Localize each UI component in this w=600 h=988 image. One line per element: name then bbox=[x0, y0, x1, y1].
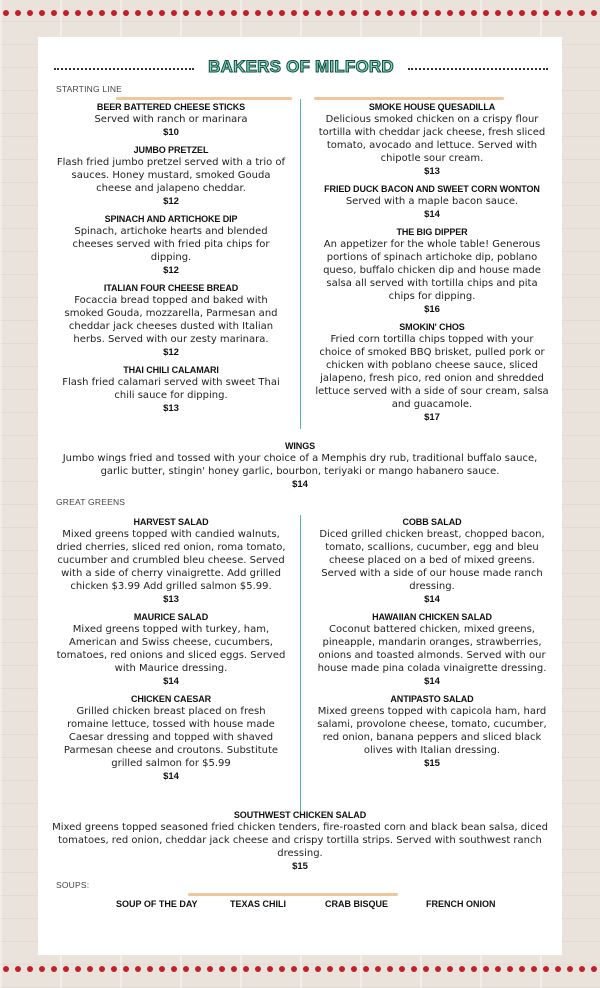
item-description: Flash fried jumbo pretzel served with a trio of sauces. Honey mustard, smoked Gouda cheese and jalapeno cheddar. bbox=[56, 157, 286, 194]
border-dot bbox=[471, 966, 477, 972]
header-dotted-rule-left bbox=[54, 68, 194, 70]
section-label-soups: SOUPS: bbox=[56, 880, 90, 890]
border-dot bbox=[567, 10, 573, 16]
item-description: Focaccia bread topped and baked with smoked Gouda, mozzarella, Parmesan and cheddar jack cheeses dusted with Italian herbs. Served with our zesty marinara. bbox=[64, 295, 278, 345]
border-dot bbox=[315, 10, 321, 16]
border-dot bbox=[411, 966, 417, 972]
brush-stroke bbox=[116, 97, 292, 100]
border-dot bbox=[291, 10, 297, 16]
border-dot bbox=[543, 966, 549, 972]
border-dot bbox=[39, 966, 45, 972]
menu-item bbox=[314, 101, 550, 178]
item-price: $13 bbox=[163, 594, 179, 605]
border-dot bbox=[99, 966, 105, 972]
border-dot bbox=[207, 10, 213, 16]
border-dot bbox=[435, 10, 441, 16]
menu-item bbox=[314, 611, 550, 688]
item-price: $12 bbox=[163, 265, 179, 276]
border-dot bbox=[87, 966, 93, 972]
border-dot bbox=[423, 10, 429, 16]
border-dot bbox=[255, 966, 261, 972]
border-dot bbox=[543, 10, 549, 16]
border-dot bbox=[27, 10, 33, 16]
border-dot bbox=[147, 10, 153, 16]
starters-left-column bbox=[56, 101, 286, 420]
item-name: CHICKEN CAESAR bbox=[130, 694, 212, 704]
item-price: $12 bbox=[163, 347, 179, 358]
item-name: SPINACH AND ARTICHOKE DIP bbox=[104, 214, 238, 224]
column-divider bbox=[300, 515, 301, 815]
item-description: An appetizer for the whole table! Generous portions of spinach artichoke dip, poblano queso, buffalo chicken dip and house made salsa all served with tortilla chips and pita chips for dipping. bbox=[323, 239, 541, 302]
border-dot bbox=[195, 10, 201, 16]
border-dot bbox=[123, 10, 129, 16]
greens-right-column bbox=[314, 516, 550, 775]
border-dot bbox=[591, 966, 597, 972]
item-name: SMOKE HOUSE QUESADILLA bbox=[368, 102, 496, 112]
item-description: Jumbo wings fried and tossed with your choice of a Memphis dry rub, traditional buffalo sauce, garlic butter, stingin' honey garlic, bourbon, teriyaki or mango habanero sauce. bbox=[62, 453, 538, 477]
border-dot bbox=[39, 10, 45, 16]
border-dot bbox=[423, 966, 429, 972]
border-dot bbox=[63, 10, 69, 16]
border-dot bbox=[219, 966, 225, 972]
border-dot bbox=[531, 966, 537, 972]
header-dotted-rule-right bbox=[408, 68, 548, 70]
border-dot bbox=[411, 10, 417, 16]
greens-left-column bbox=[56, 516, 286, 788]
border-dot bbox=[339, 966, 345, 972]
border-dot bbox=[63, 966, 69, 972]
border-dot bbox=[567, 966, 573, 972]
item-name: MAURICE SALAD bbox=[133, 612, 209, 622]
item-description: Fried corn tortilla chips topped with your choice of smoked BBQ brisket, pulled pork or chicken with poblano cheese sauce, sliced jalapeno, fresh pico, red onion and shredded lettuce served with a side of sour cream, salsa and guacamole. bbox=[315, 334, 549, 410]
border-dot bbox=[399, 966, 405, 972]
border-dot bbox=[387, 10, 393, 16]
item-price: $16 bbox=[424, 304, 440, 315]
border-dot bbox=[279, 10, 285, 16]
border-dot bbox=[507, 10, 513, 16]
item-description: Mixed greens topped with turkey, ham, American and Swiss cheese, cucumbers, tomatoes, red onions and sliced eggs. Served with Maurice dressing. bbox=[56, 624, 286, 674]
border-dot bbox=[387, 966, 393, 972]
item-price: $14 bbox=[163, 676, 179, 687]
border-dot bbox=[267, 966, 273, 972]
menu-item bbox=[56, 693, 286, 783]
border-dot bbox=[207, 966, 213, 972]
item-description: Diced grilled chicken breast, chopped bacon, tomato, scallions, cucumber, egg and bleu cheese placed on a bed of mixed greens. Served with a side of our house made ranch dressing. bbox=[319, 529, 545, 592]
border-dot bbox=[591, 10, 597, 16]
menu-card bbox=[38, 37, 562, 955]
border-dot bbox=[159, 10, 165, 16]
soup-item: FRENCH ONION bbox=[426, 899, 496, 909]
border-dot bbox=[531, 10, 537, 16]
border-dot bbox=[15, 10, 21, 16]
border-dot bbox=[111, 10, 117, 16]
border-dot bbox=[351, 966, 357, 972]
border-dot bbox=[75, 10, 81, 16]
border-dot bbox=[195, 966, 201, 972]
border-dot bbox=[327, 966, 333, 972]
border-dot bbox=[339, 10, 345, 16]
menu-item bbox=[56, 364, 286, 415]
border-dot bbox=[363, 10, 369, 16]
border-dot bbox=[375, 966, 381, 972]
item-description: Mixed greens topped with candied walnuts, dried cherries, sliced red onion, roma tomato, cucumber and crumbled bleu cheese. Served with a side of cherry vinaigrette. Add grilled chicken $3.99 Add grilled salmon $5.99. bbox=[56, 529, 286, 592]
item-name: SMOKIN' CHOS bbox=[399, 322, 465, 332]
border-dot bbox=[255, 10, 261, 16]
border-dot bbox=[3, 10, 9, 16]
wings-item bbox=[52, 440, 548, 491]
border-dot bbox=[171, 10, 177, 16]
soup-item: CRAB BISQUE bbox=[325, 899, 389, 909]
border-dot bbox=[459, 10, 465, 16]
item-price: $14 bbox=[424, 676, 440, 687]
border-dot bbox=[483, 966, 489, 972]
border-dot bbox=[303, 966, 309, 972]
bottom-dot-border bbox=[0, 966, 600, 976]
menu-item bbox=[314, 183, 550, 221]
border-dot bbox=[243, 10, 249, 16]
border-dot bbox=[447, 966, 453, 972]
soups-row bbox=[38, 899, 562, 913]
item-name: THAI CHILI CALAMARI bbox=[123, 365, 219, 375]
item-name: FRIED DUCK BACON AND SWEET CORN WONTON bbox=[324, 184, 540, 194]
border-dot bbox=[183, 966, 189, 972]
border-dot bbox=[243, 966, 249, 972]
menu-item bbox=[56, 516, 286, 606]
item-price: $13 bbox=[424, 166, 440, 177]
item-price: $14 bbox=[424, 209, 440, 220]
border-dot bbox=[471, 10, 477, 16]
item-description: Delicious smoked chicken on a crispy flour tortilla with cheddar jack cheese, fresh sliced tomato, avocado and lettuce. Served with chipotle sour cream. bbox=[318, 114, 546, 164]
menu-item bbox=[314, 226, 550, 316]
menu-title: BAKERS OF MILFORD bbox=[208, 57, 394, 76]
border-dot bbox=[399, 10, 405, 16]
border-dot bbox=[87, 10, 93, 16]
menu-header bbox=[38, 57, 562, 81]
border-dot bbox=[435, 966, 441, 972]
border-dot bbox=[147, 966, 153, 972]
border-dot bbox=[231, 966, 237, 972]
border-dot bbox=[495, 966, 501, 972]
menu-item bbox=[56, 101, 286, 139]
item-name: WINGS bbox=[285, 441, 315, 451]
border-dot bbox=[123, 966, 129, 972]
border-dot bbox=[555, 966, 561, 972]
border-dot bbox=[483, 10, 489, 16]
menu-item bbox=[56, 213, 286, 277]
border-dot bbox=[99, 10, 105, 16]
border-dot bbox=[495, 10, 501, 16]
border-dot bbox=[219, 10, 225, 16]
border-dot bbox=[171, 966, 177, 972]
item-name: ANTIPASTO SALAD bbox=[390, 694, 474, 704]
border-dot bbox=[555, 10, 561, 16]
menu-item bbox=[314, 321, 550, 424]
starters-right-column bbox=[314, 101, 550, 429]
border-dot bbox=[159, 966, 165, 972]
item-name: HAWAIIAN CHICKEN SALAD bbox=[372, 612, 492, 622]
menu-item bbox=[56, 611, 286, 688]
border-dot bbox=[363, 966, 369, 972]
border-dot bbox=[375, 10, 381, 16]
menu-item bbox=[56, 144, 286, 208]
item-price: $14 bbox=[292, 479, 308, 490]
item-price: $12 bbox=[163, 196, 179, 207]
menu-item bbox=[314, 693, 550, 770]
item-description: Flash fried calamari served with sweet Thai chili sauce for dipping. bbox=[62, 377, 280, 401]
border-dot bbox=[279, 966, 285, 972]
border-dot bbox=[315, 966, 321, 972]
item-name: COBB SALAD bbox=[402, 517, 462, 527]
border-dot bbox=[291, 966, 297, 972]
item-price: $10 bbox=[163, 127, 179, 138]
border-dot bbox=[447, 10, 453, 16]
border-dot bbox=[579, 10, 585, 16]
southwest-salad-item bbox=[52, 809, 548, 873]
item-name: JUMBO PRETZEL bbox=[133, 145, 209, 155]
item-name: ITALIAN FOUR CHEESE BREAD bbox=[103, 283, 239, 293]
border-dot bbox=[231, 10, 237, 16]
item-name: BEER BATTERED CHEESE STICKS bbox=[96, 102, 246, 112]
menu-item bbox=[56, 282, 286, 359]
border-dot bbox=[459, 966, 465, 972]
border-dot bbox=[75, 966, 81, 972]
section-label-great-greens: GREAT GREENS bbox=[56, 497, 126, 507]
border-dot bbox=[27, 966, 33, 972]
section-label-starting-line: STARTING LINE bbox=[56, 84, 123, 94]
brush-stroke bbox=[188, 893, 398, 896]
border-dot bbox=[267, 10, 273, 16]
border-dot bbox=[519, 966, 525, 972]
item-description: Spinach, artichoke hearts and blended cheeses served with fried pita chips for dipping. bbox=[72, 226, 270, 263]
item-price: $14 bbox=[424, 594, 440, 605]
item-price: $13 bbox=[163, 403, 179, 414]
soup-item: SOUP OF THE DAY bbox=[116, 899, 198, 909]
column-divider bbox=[300, 99, 301, 429]
border-dot bbox=[51, 10, 57, 16]
border-dot bbox=[15, 966, 21, 972]
item-name: THE BIG DIPPER bbox=[396, 227, 468, 237]
border-dot bbox=[519, 10, 525, 16]
border-dot bbox=[111, 966, 117, 972]
item-description: Mixed greens topped seasoned fried chicken tenders, fire-roasted corn and black bean salsa, diced tomatoes, red onion, cheddar jack cheese and crispy tortilla strips. Served with southwest ranch dressing. bbox=[52, 822, 548, 859]
soup-item: TEXAS CHILI bbox=[230, 899, 287, 909]
border-dot bbox=[183, 10, 189, 16]
border-dot bbox=[3, 966, 9, 972]
item-name: HARVEST SALAD bbox=[133, 517, 209, 527]
border-dot bbox=[327, 10, 333, 16]
item-description: Grilled chicken breast placed on fresh romaine lettuce, tossed with house made Caesar dressing and topped with shaved Parmesan cheese and croutons. Substitute grilled salmon for $5.99 bbox=[63, 706, 279, 769]
item-description: Coconut battered chicken, mixed greens, pineapple, mandarin oranges, strawberries, onions and toasted almonds. Served with our house made pina colada vinaigrette dressing. bbox=[317, 624, 547, 674]
border-dot bbox=[135, 966, 141, 972]
brush-stroke bbox=[314, 97, 504, 100]
border-dot bbox=[507, 966, 513, 972]
item-price: $15 bbox=[292, 861, 308, 872]
item-description: Mixed greens topped with capicola ham, hard salami, provolone cheese, tomato, cucumber, red onion, banana peppers and sliced black olives with Italian dressing. bbox=[317, 706, 547, 756]
menu-item bbox=[314, 516, 550, 606]
item-description: Served with ranch or marinara bbox=[94, 114, 248, 125]
border-dot bbox=[135, 10, 141, 16]
border-dot bbox=[303, 10, 309, 16]
border-dot bbox=[351, 10, 357, 16]
border-dot bbox=[579, 966, 585, 972]
item-description: Served with a maple bacon sauce. bbox=[345, 196, 519, 207]
item-name: SOUTHWEST CHICKEN SALAD bbox=[233, 810, 367, 820]
item-price: $15 bbox=[424, 758, 440, 769]
item-price: $14 bbox=[163, 771, 179, 782]
item-price: $17 bbox=[424, 412, 440, 423]
top-dot-border bbox=[0, 10, 600, 20]
border-dot bbox=[51, 966, 57, 972]
